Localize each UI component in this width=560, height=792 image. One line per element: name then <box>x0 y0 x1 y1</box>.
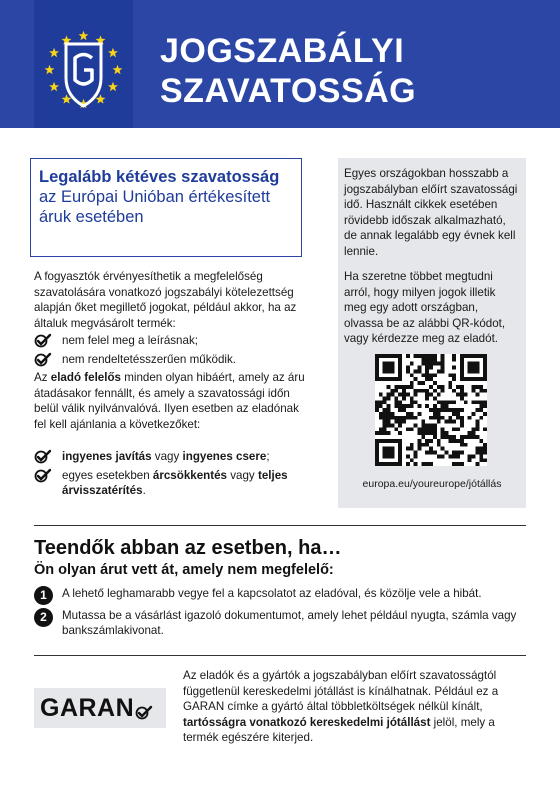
step-text: A lehető leghamarabb vegye fel a kapcsolatot az eladóval, és közölje vele a hibát. <box>62 587 482 600</box>
star-icon <box>108 82 118 91</box>
checkmark-icon <box>34 352 52 367</box>
list-item <box>34 352 319 368</box>
seller-pre: Az <box>34 371 51 384</box>
eu-flag-emblem <box>34 0 133 128</box>
steps-list <box>34 586 534 645</box>
step-number-badge: 2 <box>34 608 53 627</box>
star-icon <box>49 82 59 91</box>
star-icon <box>45 65 55 74</box>
remedy-bold: ingyenes javítás <box>62 450 152 463</box>
garan-logo-text: GARAN <box>40 693 135 722</box>
title-line-2: SZAVATOSSÁG <box>160 72 417 110</box>
qr-code[interactable] <box>375 354 487 466</box>
callout-text: az Európai Unióban értékesített áruk esetében <box>39 188 271 226</box>
title-line-1: JOGSZABÁLYI <box>160 32 405 70</box>
garan-logo <box>34 688 166 728</box>
garan-post: jelöl, mely a termék egészére kiterjed. <box>183 715 495 744</box>
list-item <box>34 468 319 499</box>
step-number-badge: 1 <box>34 586 53 605</box>
remedy-text: . <box>142 484 146 497</box>
star-icon <box>113 65 123 74</box>
eu-stars-shield-icon <box>34 0 133 128</box>
sidebar-paragraph-1: Egyes országokban hosszabb a jogszabályban előírt szavatossági idő. Használt cikkek esetében rövidebb időszak alkalmazható, de annak legalább egy évnek kell lennie. <box>344 167 518 258</box>
remedies-list <box>34 449 319 502</box>
step-item <box>34 586 534 602</box>
todo-heading: Teendők abban az esetben, ha… <box>34 537 342 559</box>
info-sidebar <box>338 158 526 508</box>
seller-paragraph <box>34 370 314 432</box>
step-text: Mutassa be a vásárlást igazoló dokumentumot, amely lehet például nyugta, számla vagy bankszámlakivonat. <box>62 608 517 637</box>
sidebar-paragraph-2: Ha szeretne többet megtudni arról, hogy milyen jogok illetik meg egy adott országban, olvassa be az alábbi QR-kódot, vagy kérdezze meg az eladót. <box>344 270 506 345</box>
star-icon <box>108 48 118 57</box>
callout-bold-text: Legalább kétéves szavatosság <box>39 168 280 186</box>
checkmark-icon <box>34 333 52 348</box>
intro-paragraph: A fogyasztók érvényesíthetik a megfelelőség szavatolására vonatkozó jogszabályi kötelezettség alapján őket megillető jogokat, például akkor, ha az általuk megvásárolt termék: <box>34 270 297 330</box>
list-item <box>34 333 319 349</box>
condition-text: nem rendeltetésszerűen működik. <box>62 352 236 366</box>
star-icon <box>49 48 59 57</box>
checkmark-icon <box>34 468 52 483</box>
page-title <box>160 31 416 111</box>
remedy-bold: ingyenes csere <box>182 450 267 463</box>
divider <box>34 655 526 656</box>
garan-pre: Az eladók és a gyártók a jogszabályban előírt szavatosságtól függetlenül kereskedelmi jótállást is kínálhatnak. Például ez a GARAN címke a gyártó által többletköltségek nélkül kínált, <box>183 669 499 713</box>
checkmark-icon <box>34 449 52 464</box>
remedy-text: ; <box>266 450 270 463</box>
conditions-list <box>34 333 319 370</box>
remedy-bold: árcsökkentés <box>152 468 228 482</box>
todo-subheading: Ön olyan árut vett át, amely nem megfelelő: <box>34 562 334 578</box>
divider <box>34 525 526 526</box>
remedy-text: egyes esetekben <box>62 468 153 482</box>
condition-text: nem felel meg a leírásnak; <box>62 334 198 347</box>
star-icon <box>79 31 89 40</box>
header-banner <box>0 0 560 128</box>
remedy-bold: teljes árvisszatérítés <box>62 468 288 497</box>
garan-paragraph <box>183 668 523 746</box>
checkmark-icon <box>135 705 153 720</box>
remedy-text: vagy <box>151 450 183 463</box>
seller-bold: eladó felelős <box>50 371 121 384</box>
remedy-text: vagy <box>227 468 258 482</box>
list-item <box>34 449 319 465</box>
seller-post: minden olyan hibáért, amely az áru átadásakor fennállt, és amely a szavatossági időn belül válik nyilvánvalóvá. Ilyen esetben az eladónak fel kell ajánlania a következőket: <box>34 371 305 431</box>
warranty-callout <box>30 158 302 257</box>
step-item <box>34 608 534 639</box>
garan-bold: tartósságra vonatkozó kereskedelmi jótállást <box>183 715 431 729</box>
europa-link[interactable]: europa.eu/youreurope/jótállás <box>362 478 502 490</box>
